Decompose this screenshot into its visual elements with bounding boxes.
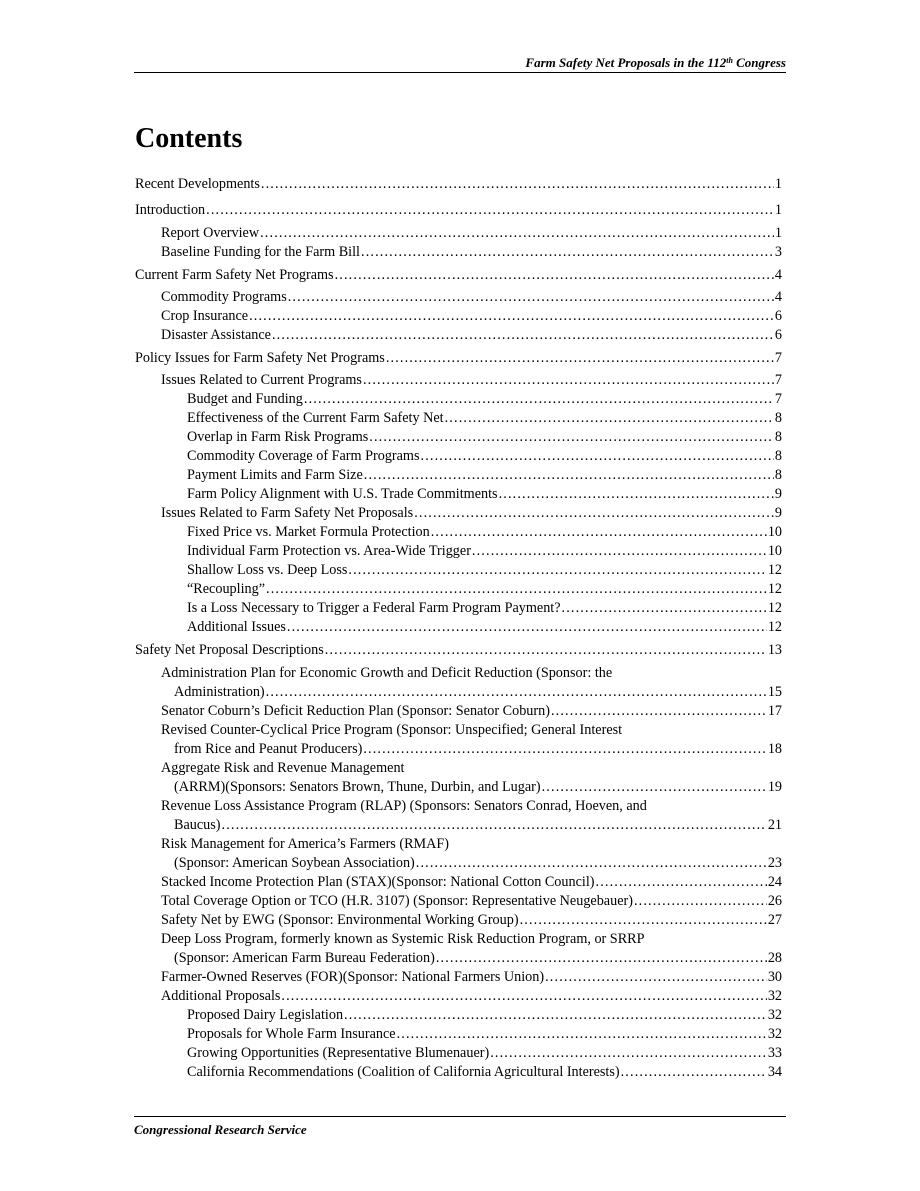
toc-entry-page: 8 bbox=[774, 467, 782, 483]
toc-entry[interactable] bbox=[161, 759, 782, 797]
toc-entry[interactable] bbox=[187, 1044, 782, 1063]
toc-leader bbox=[596, 873, 767, 892]
toc-entry-page: 7 bbox=[774, 391, 782, 407]
toc-entry-page: 6 bbox=[774, 327, 782, 343]
toc-entry-title: Commodity Programs bbox=[161, 289, 287, 305]
toc-leader bbox=[551, 702, 767, 721]
toc-entry[interactable] bbox=[187, 580, 782, 599]
toc-entry-title: Report Overview bbox=[161, 225, 260, 241]
toc-entry-title: Administration) bbox=[174, 684, 265, 700]
toc-entry[interactable] bbox=[187, 466, 782, 485]
toc-entry[interactable] bbox=[187, 561, 782, 580]
toc-leader bbox=[364, 466, 774, 485]
header-title-sup: th bbox=[726, 56, 733, 65]
toc-leader bbox=[562, 599, 767, 618]
toc-entry-title: Issues Related to Current Programs bbox=[161, 372, 362, 388]
toc-entry[interactable] bbox=[135, 266, 782, 285]
toc-entry-title: Proposed Dairy Legislation bbox=[187, 1007, 344, 1023]
toc-entry-page: 18 bbox=[767, 741, 782, 757]
toc-entry[interactable] bbox=[161, 326, 782, 345]
toc-entry-page: 34 bbox=[767, 1064, 782, 1080]
toc-entry-page: 27 bbox=[767, 912, 782, 928]
toc-entry-page: 8 bbox=[774, 429, 782, 445]
toc-entry-title: Individual Farm Protection vs. Area-Wide Trigger bbox=[187, 543, 471, 559]
toc-entry-page: 4 bbox=[774, 289, 782, 305]
toc-entry-title: Proposals for Whole Farm Insurance bbox=[187, 1026, 396, 1042]
toc-entry[interactable] bbox=[161, 664, 782, 702]
toc-leader bbox=[348, 561, 766, 580]
toc-entry[interactable] bbox=[161, 721, 782, 759]
toc-entry-page: 17 bbox=[767, 703, 782, 719]
toc-entry-page: 9 bbox=[774, 505, 782, 521]
toc-entry-page: 9 bbox=[774, 486, 782, 502]
toc-entry-title: Farm Policy Alignment with U.S. Trade Commitments bbox=[187, 486, 498, 502]
toc-leader bbox=[634, 892, 767, 911]
toc-entry[interactable] bbox=[135, 641, 782, 660]
toc-entry-page: 10 bbox=[767, 524, 782, 540]
toc-entry-page: 3 bbox=[774, 244, 782, 260]
toc-entry-page: 23 bbox=[767, 855, 782, 871]
toc-leader bbox=[499, 485, 774, 504]
toc-leader bbox=[431, 523, 767, 542]
toc-entry-page: 12 bbox=[767, 581, 782, 597]
toc-entry-page: 1 bbox=[774, 225, 782, 241]
toc-entry-page: 30 bbox=[767, 969, 782, 985]
toc-entry[interactable] bbox=[161, 987, 782, 1006]
toc-entry-page: 12 bbox=[767, 619, 782, 635]
toc-entry[interactable] bbox=[187, 542, 782, 561]
toc-entry[interactable] bbox=[161, 702, 782, 721]
toc-entry-page: 26 bbox=[767, 893, 782, 909]
toc-leader bbox=[520, 911, 767, 930]
toc-entry[interactable] bbox=[187, 428, 782, 447]
toc-entry-title: Additional Proposals bbox=[161, 988, 281, 1004]
toc-entry-title: Payment Limits and Farm Size bbox=[187, 467, 363, 483]
toc-entry-title-line1: Revised Counter-Cyclical Price Program (Sponsor: Unspecified; General Interest bbox=[161, 722, 623, 738]
toc-entry[interactable] bbox=[161, 243, 782, 262]
toc-leader bbox=[436, 949, 767, 968]
toc-leader bbox=[287, 618, 767, 637]
toc-entry[interactable] bbox=[161, 835, 782, 873]
toc-entry-title: Policy Issues for Farm Safety Net Programs bbox=[135, 350, 385, 366]
toc-entry-title: Recent Developments bbox=[135, 176, 260, 192]
toc-entry-page: 1 bbox=[774, 176, 782, 192]
toc-leader bbox=[397, 1025, 767, 1044]
toc-entry-title: California Recommendations (Coalition of California Agricultural Interests) bbox=[187, 1064, 620, 1080]
toc-leader bbox=[369, 428, 774, 447]
toc-leader bbox=[260, 224, 774, 243]
toc-leader bbox=[445, 409, 774, 428]
toc-entry-title: Overlap in Farm Risk Programs bbox=[187, 429, 369, 445]
toc-leader bbox=[281, 987, 766, 1006]
toc-leader bbox=[421, 447, 774, 466]
toc-leader bbox=[266, 580, 767, 599]
toc-entry-title-line1: Revenue Loss Assistance Program (RLAP) (Sponsors: Senators Conrad, Hoeven, and bbox=[161, 798, 647, 814]
toc-entry-page: 32 bbox=[767, 1007, 782, 1023]
toc-entry[interactable] bbox=[187, 599, 782, 618]
toc-entry-page: 12 bbox=[767, 600, 782, 616]
toc-entry-title: Total Coverage Option or TCO (H.R. 3107) (Sponsor: Representative Neugebauer) bbox=[161, 893, 633, 909]
toc-entry-title: Current Farm Safety Net Programs bbox=[135, 267, 334, 283]
toc-leader bbox=[542, 778, 767, 797]
toc-entry-title: Introduction bbox=[135, 202, 206, 218]
toc-entry-page: 21 bbox=[767, 817, 782, 833]
toc-entry-page: 15 bbox=[767, 684, 782, 700]
toc-leader bbox=[416, 854, 767, 873]
toc-entry-page: 33 bbox=[767, 1045, 782, 1061]
toc-leader bbox=[545, 968, 767, 987]
toc-leader bbox=[304, 390, 774, 409]
toc-entry[interactable] bbox=[187, 485, 782, 504]
toc-entry-page: 32 bbox=[767, 988, 782, 1004]
toc-entry[interactable] bbox=[161, 797, 782, 835]
toc-entry-title: Budget and Funding bbox=[187, 391, 303, 407]
toc-entry-title: Farmer-Owned Reserves (FOR)(Sponsor: National Farmers Union) bbox=[161, 969, 545, 985]
toc-entry[interactable] bbox=[161, 224, 782, 243]
toc-entry[interactable] bbox=[187, 409, 782, 428]
toc-entry[interactable] bbox=[161, 504, 782, 523]
toc-leader bbox=[344, 1006, 767, 1025]
toc-leader bbox=[325, 641, 767, 660]
running-header bbox=[134, 55, 786, 73]
toc-leader bbox=[386, 349, 774, 368]
toc-entry-title: (Sponsor: American Farm Bureau Federation) bbox=[174, 950, 435, 966]
toc-entry[interactable] bbox=[135, 349, 782, 368]
toc-entry[interactable] bbox=[187, 1063, 782, 1082]
toc-entry-page: 8 bbox=[774, 410, 782, 426]
toc-entry-title: Senator Coburn’s Deficit Reduction Plan (Sponsor: Senator Coburn) bbox=[161, 703, 550, 719]
header-title-post: Congress bbox=[732, 55, 786, 70]
toc-entry-title: (Sponsor: American Soybean Association) bbox=[174, 855, 415, 871]
toc-entry-page: 13 bbox=[767, 642, 782, 658]
toc-entry[interactable] bbox=[135, 175, 782, 194]
toc-entry-title: “Recoupling” bbox=[187, 581, 266, 597]
toc-entry-title-line1: Deep Loss Program, formerly known as Systemic Risk Reduction Program, or SRRP bbox=[161, 931, 645, 947]
toc-entry[interactable] bbox=[187, 618, 782, 637]
toc-leader bbox=[266, 683, 767, 702]
toc-entry[interactable] bbox=[161, 288, 782, 307]
toc-entry[interactable] bbox=[187, 1025, 782, 1044]
toc-entry-title: (ARRM)(Sponsors: Senators Brown, Thune, Durbin, and Lugar) bbox=[174, 779, 541, 795]
toc-entry-title: Baseline Funding for the Farm Bill bbox=[161, 244, 360, 260]
toc-entry[interactable] bbox=[161, 968, 782, 987]
toc-leader bbox=[272, 326, 774, 345]
toc-entry[interactable] bbox=[161, 911, 782, 930]
toc-entry-page: 7 bbox=[774, 350, 782, 366]
toc-leader bbox=[472, 542, 767, 561]
toc-leader bbox=[621, 1063, 767, 1082]
toc-leader bbox=[490, 1044, 767, 1063]
toc-entry-page: 12 bbox=[767, 562, 782, 578]
toc-entry[interactable] bbox=[161, 930, 782, 968]
toc-leader bbox=[261, 175, 774, 194]
toc-entry-page: 8 bbox=[774, 448, 782, 464]
toc-entry-page: 28 bbox=[767, 950, 782, 966]
toc-entry[interactable] bbox=[161, 371, 782, 390]
toc-leader bbox=[363, 371, 774, 390]
toc-entry-title: Crop Insurance bbox=[161, 308, 249, 324]
toc-entry-page: 6 bbox=[774, 308, 782, 324]
toc-entry-page: 7 bbox=[774, 372, 782, 388]
toc-entry-page: 4 bbox=[774, 267, 782, 283]
toc-entry-title-line1: Risk Management for America’s Farmers (RMAF) bbox=[161, 836, 450, 852]
toc-entry-title: Effectiveness of the Current Farm Safety Net bbox=[187, 410, 444, 426]
toc-entry-page: 1 bbox=[774, 202, 782, 218]
running-footer: Congressional Research Service bbox=[134, 1116, 786, 1138]
toc-leader bbox=[206, 201, 774, 220]
toc-leader bbox=[249, 307, 774, 326]
toc-entry[interactable] bbox=[161, 873, 782, 892]
toc-entry[interactable] bbox=[187, 523, 782, 542]
toc-entry[interactable] bbox=[187, 447, 782, 466]
toc-leader bbox=[288, 288, 774, 307]
toc-leader bbox=[335, 266, 774, 285]
toc-entry[interactable] bbox=[187, 1006, 782, 1025]
toc-entry[interactable] bbox=[187, 390, 782, 409]
toc-entry[interactable] bbox=[135, 201, 782, 220]
toc-entry-title: Growing Opportunities (Representative Blumenauer) bbox=[187, 1045, 490, 1061]
toc-entry-title: Fixed Price vs. Market Formula Protection bbox=[187, 524, 430, 540]
toc-entry-title: Is a Loss Necessary to Trigger a Federal Farm Program Payment? bbox=[187, 600, 561, 616]
toc-entry-title: from Rice and Peanut Producers) bbox=[174, 741, 363, 757]
toc-entry-title-line1: Administration Plan for Economic Growth and Deficit Reduction (Sponsor: the bbox=[161, 665, 613, 681]
toc-entry[interactable] bbox=[161, 892, 782, 911]
toc-entry-page: 10 bbox=[767, 543, 782, 559]
toc-entry-title: Additional Issues bbox=[187, 619, 286, 635]
toc-entry-title: Shallow Loss vs. Deep Loss bbox=[187, 562, 348, 578]
toc-entry-page: 19 bbox=[767, 779, 782, 795]
page-title: Contents bbox=[135, 123, 243, 154]
toc-entry-title: Safety Net by EWG (Sponsor: Environmental Working Group) bbox=[161, 912, 519, 928]
toc-entry-title: Baucus) bbox=[174, 817, 221, 833]
toc-entry-page: 24 bbox=[767, 874, 782, 890]
toc-entry-title: Safety Net Proposal Descriptions bbox=[135, 642, 324, 658]
toc-entry-title: Issues Related to Farm Safety Net Proposals bbox=[161, 505, 414, 521]
toc-leader bbox=[414, 504, 774, 523]
toc-entry[interactable] bbox=[161, 307, 782, 326]
toc-entry-title-line1: Aggregate Risk and Revenue Management bbox=[161, 760, 405, 776]
toc-leader bbox=[361, 243, 774, 262]
toc-entry-page: 32 bbox=[767, 1026, 782, 1042]
toc-leader bbox=[222, 816, 767, 835]
toc-entry-title: Disaster Assistance bbox=[161, 327, 271, 343]
toc-entry-title: Stacked Income Protection Plan (STAX)(Sponsor: National Cotton Council) bbox=[161, 874, 595, 890]
toc-leader bbox=[363, 740, 766, 759]
header-title-pre: Farm Safety Net Proposals in the 112 bbox=[525, 55, 727, 70]
toc-entry-title: Commodity Coverage of Farm Programs bbox=[187, 448, 420, 464]
